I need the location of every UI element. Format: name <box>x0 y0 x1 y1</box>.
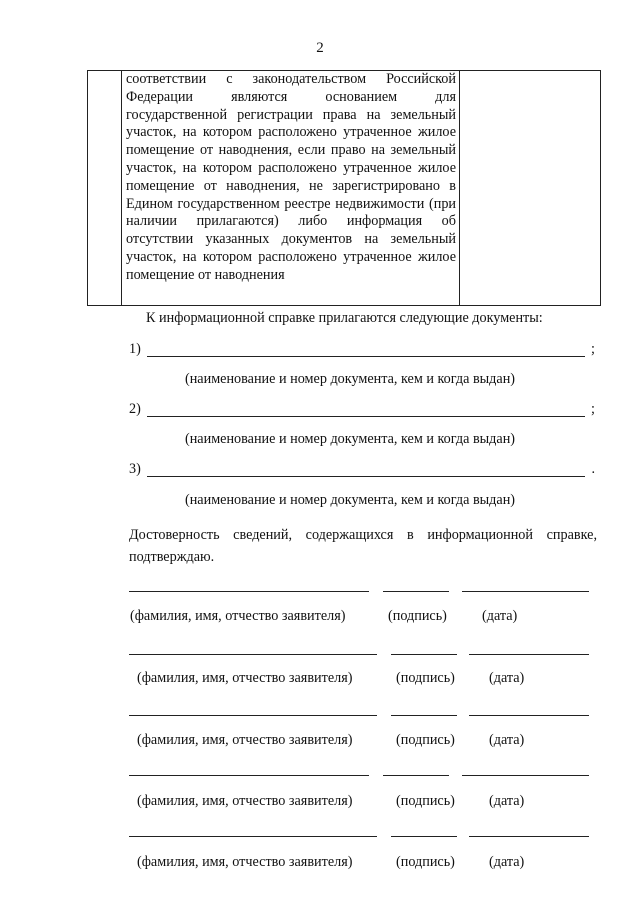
signature-label: (подпись) <box>388 608 447 624</box>
attachment-caption: (наименование и номер документа, кем и когда выдан) <box>184 431 516 447</box>
name-label: (фамилия, имя, отчество заявителя) <box>137 793 353 809</box>
date-line[interactable] <box>462 775 589 776</box>
name-label: (фамилия, имя, отчество заявителя) <box>137 670 353 686</box>
name-signature-line[interactable] <box>129 836 377 837</box>
date-label: (дата) <box>489 793 525 809</box>
signature-label: (подпись) <box>396 670 455 686</box>
date-label: (дата) <box>482 608 518 624</box>
signature-line[interactable] <box>391 836 457 837</box>
date-label: (дата) <box>489 732 525 748</box>
attachment-punctuation: ; <box>591 341 595 357</box>
table-divider <box>121 71 122 305</box>
table-cell-text: соответствии с законодательством Российской Федерации являются основанием для государственной регистрации права на земельный участок, на котором расположено утраченное жилое помещение от наводнения, если право на земельный участок, на котором расположено утраченное жилое помещение от наводнения, не зарегистрировано в Едином государственном реестре недвижимости (при наличии прилагаются) либо информация об отсутствии указанных документов на земельный участок, на котором расположено утраченное жилое помещение от наводнения <box>126 71 456 283</box>
name-signature-line[interactable] <box>129 775 369 776</box>
attachment-caption: (наименование и номер документа, кем и когда выдан) <box>184 492 516 508</box>
signature-line[interactable] <box>391 654 457 655</box>
attachment-fill-line[interactable] <box>147 356 585 357</box>
name-signature-line[interactable] <box>129 591 369 592</box>
name-label: (фамилия, имя, отчество заявителя) <box>137 732 353 748</box>
date-line[interactable] <box>469 654 589 655</box>
document-table <box>87 70 601 306</box>
attachment-number: 3) <box>129 461 141 477</box>
attachment-row-2[interactable] <box>129 401 599 421</box>
confirmation-statement: Достоверность сведений, содержащихся в информационной справке, подтверждаю. <box>129 527 597 565</box>
attachment-caption: (наименование и номер документа, кем и когда выдан) <box>184 371 516 387</box>
name-label: (фамилия, имя, отчество заявителя) <box>130 608 346 624</box>
signature-label: (подпись) <box>396 793 455 809</box>
name-signature-line[interactable] <box>129 654 377 655</box>
name-signature-line[interactable] <box>129 715 377 716</box>
page-number: 2 <box>316 40 324 56</box>
table-divider <box>459 71 460 305</box>
signature-line[interactable] <box>391 715 457 716</box>
attachment-number: 1) <box>129 341 141 357</box>
name-label: (фамилия, имя, отчество заявителя) <box>137 854 353 870</box>
attachment-punctuation: ; <box>591 401 595 417</box>
date-line[interactable] <box>462 591 589 592</box>
attachments-intro: К информационной справке прилагаются следующие документы: <box>146 310 543 326</box>
date-line[interactable] <box>469 836 589 837</box>
attachment-punctuation: . <box>591 461 595 477</box>
date-line[interactable] <box>469 715 589 716</box>
attachment-row-1[interactable] <box>129 341 599 361</box>
attachment-fill-line[interactable] <box>147 476 585 477</box>
attachment-number: 2) <box>129 401 141 417</box>
signature-line[interactable] <box>383 591 449 592</box>
attachment-row-3[interactable] <box>129 461 599 481</box>
signature-label: (подпись) <box>396 854 455 870</box>
signature-label: (подпись) <box>396 732 455 748</box>
date-label: (дата) <box>489 670 525 686</box>
date-label: (дата) <box>489 854 525 870</box>
signature-line[interactable] <box>383 775 449 776</box>
attachment-fill-line[interactable] <box>147 416 585 417</box>
